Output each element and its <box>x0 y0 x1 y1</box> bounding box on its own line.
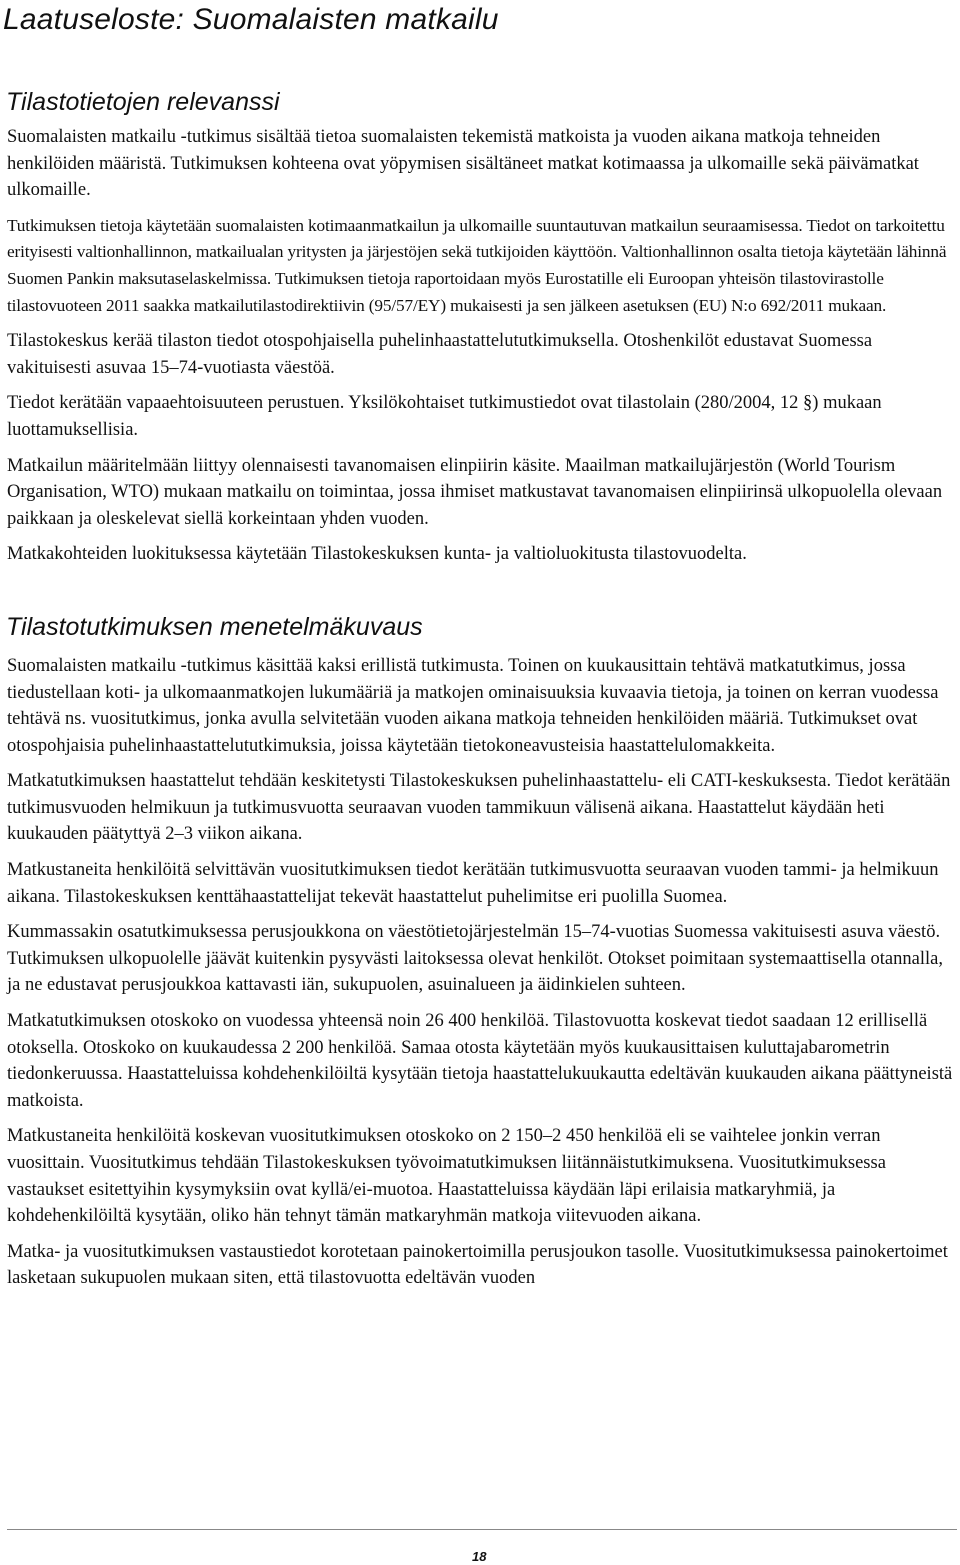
paragraph: Matkatutkimuksen haastattelut tehdään keskitetysti Tilastokeskuksen puhelinhaastattelu- eli CATI-keskuksesta. Tiedot kerätään tutkimusvuoden helmikuun ja tutkimusvuotta seuraavan vuoden tammikuun välisenä aikana. Haastattelut käydään heti kuukauden päätyttyä 2–3 viikon aikana. <box>7 771 951 845</box>
paragraph: Matka- ja vuositutkimuksen vastaustiedot korotetaan painokertoimilla perusjoukon tasolle. Vuositutkimuksessa painokertoimet lasketaan sukupuolen mukaan siten, että tilastovuotta edeltävän vuoden <box>7 1241 948 1289</box>
paragraph: Matkustaneita henkilöitä koskevan vuositutkimuksen otoskoko on 2 150–2 450 henkilöä eli se vaihtelee jonkin verran vuosittain. Vuositutkimus tehdään Tilastokeskuksen työvoimatutkimuksen liitännäistutkimuksena. Vuositutkimuksessa vastaukset esitettyihin kysymyksiin ovat kyllä/ei-muotoa. Haastatteluissa käydään läpi erilaisia matkaryhmiä, ja kohdehenkilöiltä kysytään, oliko hän tehnyt tämän matkaryhmän matkoja viitevuoden aikana. <box>7 1126 886 1227</box>
page-number: 18 <box>472 1549 487 1564</box>
paragraph: Matkailun määritelmään liittyy olennaisesti tavanomaisen elinpiirin käsite. Maailman matkailujärjestön (World Tourism Organisation, WTO) mukaan matkailu on toimintaa, jossa ihmiset matkustavat tavanomaisen elinpiirinsä ulkopuolella olevaan paikkaan ja oleskelevat siellä korkeintaan yhden vuoden. <box>7 455 943 529</box>
paragraph: Tilastokeskus kerää tilaston tiedot otospohjaisella puhelinhaastattelututkimuksella. Otoshenkilöt edustavat Suomessa vakituisesti asuvaa 15–74-vuotiasta väestöä. <box>7 331 873 378</box>
paragraph: Matkakohteiden luokituksessa käytetään Tilastokeskuksen kunta- ja valtioluokitusta tilastovuodelta. <box>7 544 747 565</box>
paragraph: Tutkimuksen tietoja käytetään suomalaisten kotimaanmatkailun ja ulkomaille suuntautuvan matkailun seuraamisessa. Tiedot on tarkoitettu erityisesti valtionhallinnon, matkailualan yritysten ja järjestöjen sekä tutkijoiden käyttöön. Valtionhallinnon osalta tietoja käytetään lähinnä Suomen Pankin maksutaselaskelmissa. Tutkimuksen tietoja raportoidaan myös Eurostatille eli Euroopan yhteisön tilastovirastolle tilastovuoteen 2011 saakka matkailutilastodirektiivin (95/57/EY) mukaisesti ja sen jälkeen asetuksen (EU) N:o 692/2011 mukaan. <box>7 215 947 315</box>
paragraph: Tiedot kerätään vapaaehtoisuuteen perustuen. Yksilökohtaiset tutkimustiedot ovat tilastolain (280/2004, 12 §) mukaan luottamuksellisia. <box>7 393 882 440</box>
paragraph: Suomalaisten matkailu -tutkimus sisältää tietoa suomalaisten tekemistä matkoista ja vuoden aikana matkoja tehneiden henkilöiden määristä. Tutkimuksen kohteena ovat yöpymisen sisältäneet matkat kotimaassa ja ulkomaille sekä päivämatkat ulkomaille. <box>7 127 919 201</box>
paragraph: Matkatutkimuksen otoskoko on vuodessa yhteensä noin 26 400 henkilöä. Tilastovuotta koskevat tiedot saadaan 12 erillisellä otoksella. Otoskoko on kuukaudessa 2 200 henkilöä. Samaa otosta käytetään myös kuukausittaisen kuluttajabarometrin tiedonkeruussa. Haastatteluissa kohdehenkilöiltä kysytään tietoja haastattelukuukautta edeltävän kuukauden aikana päättyneistä matkoista. <box>7 1011 953 1111</box>
document-title: Laatuseloste: Suomalaisten matkailu <box>3 3 499 36</box>
paragraph: Kummassakin osatutkimuksessa perusjoukkona on väestötietojärjestelmän 15–74-vuotias Suomessa vakituisesti asuva väestö. Tutkimuksen ulkopuolelle jäävät kuitenkin pysyvästi laitoksessa olevat henkilöt. Otokset poimitaan systemaattisella otannalla, ja ne edustavat perusjoukkoa kattavasti iän, sukupuolen, asuinalueen ja äidinkielen suhteen. <box>7 922 943 996</box>
paragraph: Matkustaneita henkilöitä selvittävän vuositutkimuksen tiedot kerätään tutkimusvuotta seuraavan vuoden tammi- ja helmikuun aikana. Tilastokeskuksen kenttähaastattelijat tekevät haastattelut puhelimitse eri puolilla Suomea. <box>7 860 939 907</box>
footer-divider <box>7 1529 957 1530</box>
section-heading-relevance: Tilastotietojen relevanssi <box>6 88 280 116</box>
paragraph: Suomalaisten matkailu -tutkimus käsittää kaksi erillistä tutkimusta. Toinen on kuukausittain tehtävä matkatutkimus, jossa tiedustellaan koti- ja ulkomaanmatkojen lukumääriä ja matkojen ominaisuuksia kuvaavia tietoja, ja toinen on kerran vuodessa tehtävä ns. vuositutkimus, jonka avulla selvitetään vuoden aikana matkoja tehneiden henkilöiden määriä. Tutkimukset ovat otospohjaisia puhelinhaastattelututkimuksia, joissa käytetään tietokoneavusteisia haastattelulomakkeita. <box>7 655 939 756</box>
section-heading-methodology: Tilastotutkimuksen menetelmäkuvaus <box>6 612 423 641</box>
document-page <box>3 0 957 1301</box>
